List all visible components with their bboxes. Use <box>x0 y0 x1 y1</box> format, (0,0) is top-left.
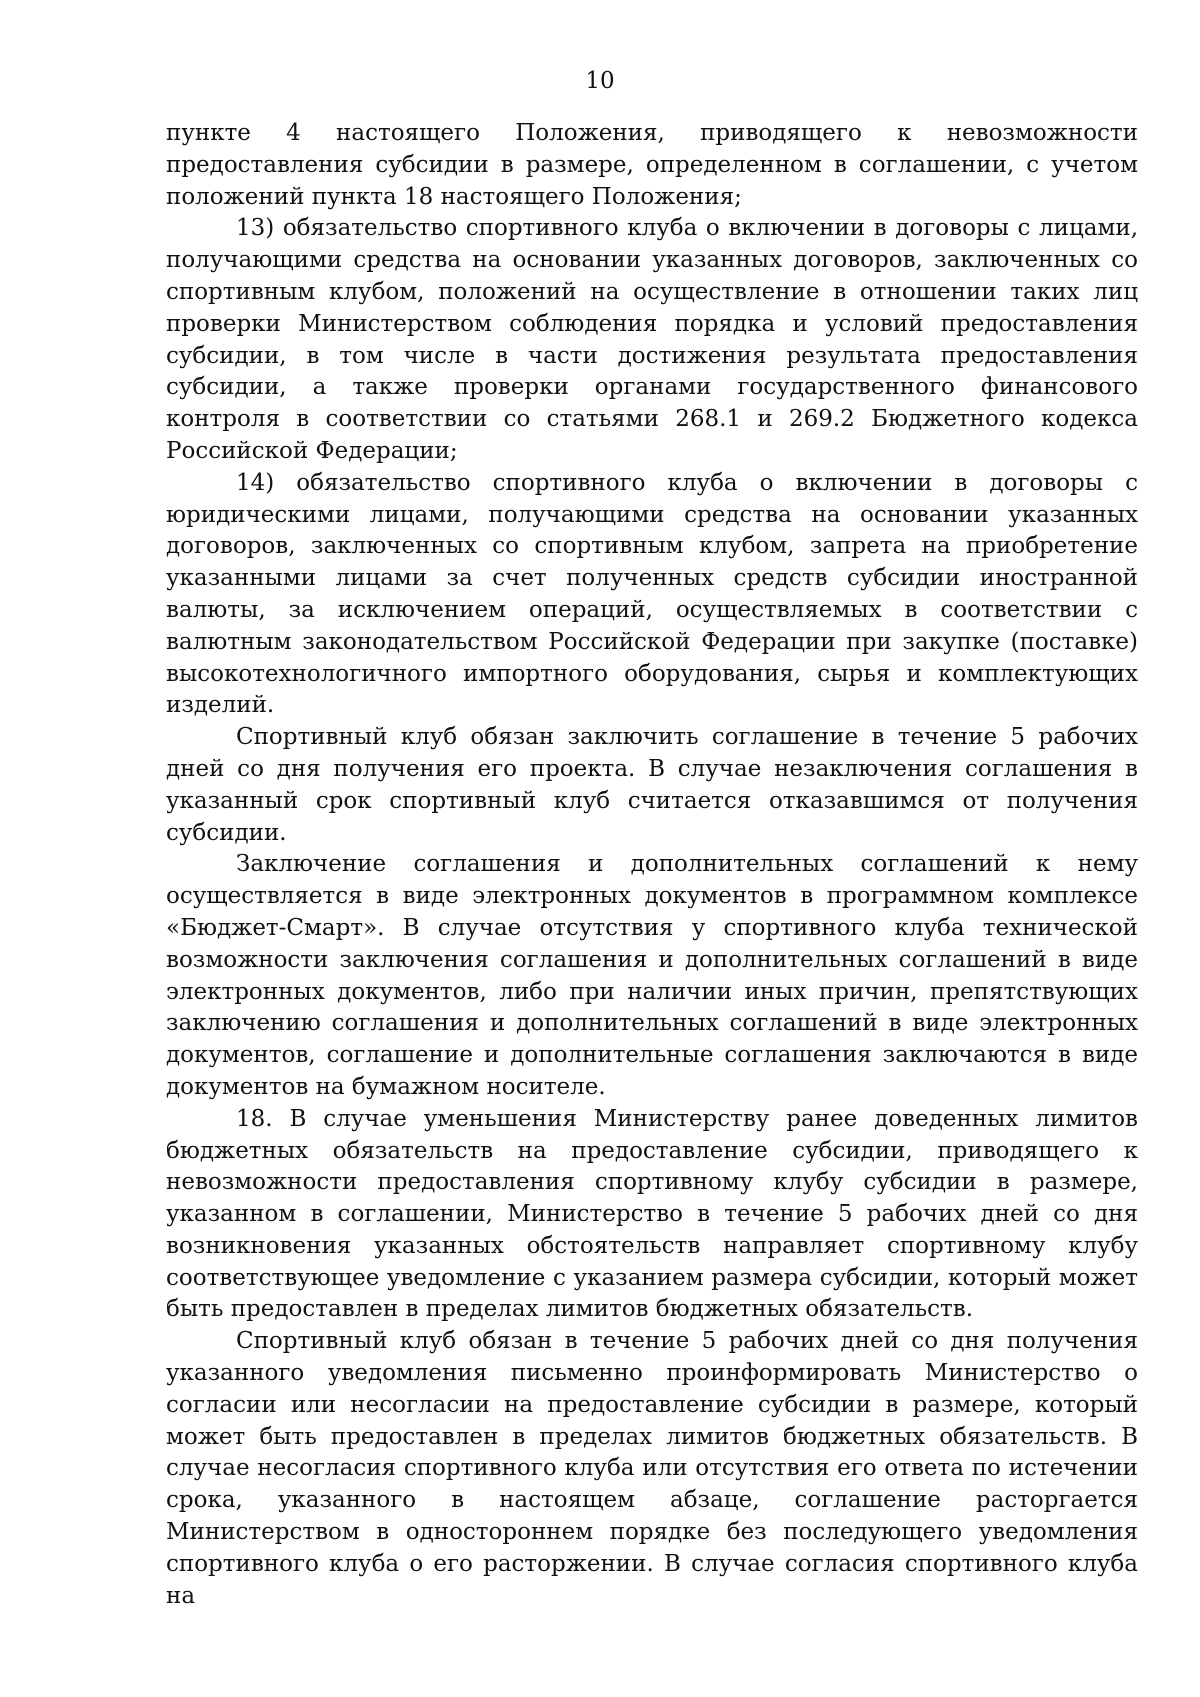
document-body <box>166 118 1138 1612</box>
paragraph-section-18: 18. В случае уменьшения Министерству ранее доведенных лимитов бюджетных обязательств на предоставление субсидии, приводящего к невозможности предоставления спортивному клубу субсидии в размере, указанном в соглашении, Министерство в течение 5 рабочих дней со дня возникновения указанных обстоятельств направляет спортивному клубу соответствующее уведомление с указанием размера субсидии, который может быть предоставлен в пределах лимитов бюджетных обязательств. <box>166 1105 1138 1323</box>
paragraph-electronic-documents: Заключение соглашения и дополнительных соглашений к нему осуществляется в виде электронных документов в программном комплексе «Бюджет-Смарт». В случае отсутствия у спортивного клуба технической возможности заключения соглашения и дополнительных соглашений в виде электронных документов, либо при наличии иных причин, препятствующих заключению соглашения и дополнительных соглашений в виде электронных документов, соглашение и дополнительные соглашения заключаются в виде документов на бумажном носителе. <box>166 851 1138 1100</box>
paragraph-item-14: 14) обязательство спортивного клуба о включении в договоры с юридическими лицами, получающими средства на основании указанных договоров, заключенных со спортивным клубом, запрета на приобретение указанными лицами за счет полученных средств субсидии иностранной валюты, за исключением операций, осуществляемых в соответствии с валютным законодательством Российской Федерации при закупке (поставке) высокотехнологичного импортного оборудования, сырья и комплектующих изделий. <box>166 469 1138 719</box>
page-number: 10 <box>585 68 615 94</box>
paragraph-agreement-deadline: Спортивный клуб обязан заключить соглашение в течение 5 рабочих дней со дня получения его проекта. В случае незаключения соглашения в указанный срок спортивный клуб считается отказавшимся от получения субсидии. <box>166 724 1138 846</box>
paragraph-notification-response: Спортивный клуб обязан в течение 5 рабочих дней со дня получения указанного уведомления письменно проинформировать Министерство о согласии или несогласии на предоставление субсидии в размере, который может быть предоставлен в пределах лимитов бюджетных обязательств. В случае несогласия спортивного клуба или отсутствия его ответа по истечении срока, указанного в настоящем абзаце, соглашение расторгается Министерством в одностороннем порядке без последующего уведомления спортивного клуба о его расторжении. В случае согласия спортивного клуба на <box>166 1328 1138 1609</box>
paragraph-item-13: 13) обязательство спортивного клуба о включении в договоры с лицами, получающими средства на основании указанных договоров, заключенных со спортивным клубом, положений на осуществление в отношении таких лиц проверки Министерством соблюдения порядка и условий предоставления субсидии, в том числе в части достижения результата предоставления субсидии, а также проверки органами государственного финансового контроля в соответствии со статьями 268.1 и 269.2 Бюджетного кодекса Российской Федерации; <box>166 215 1138 464</box>
paragraph-continuation: пункте 4 настоящего Положения, приводящего к невозможности предоставления субсидии в размере, определенном в соглашении, с учетом положений пункта 18 настоящего Положения; <box>166 120 1138 210</box>
